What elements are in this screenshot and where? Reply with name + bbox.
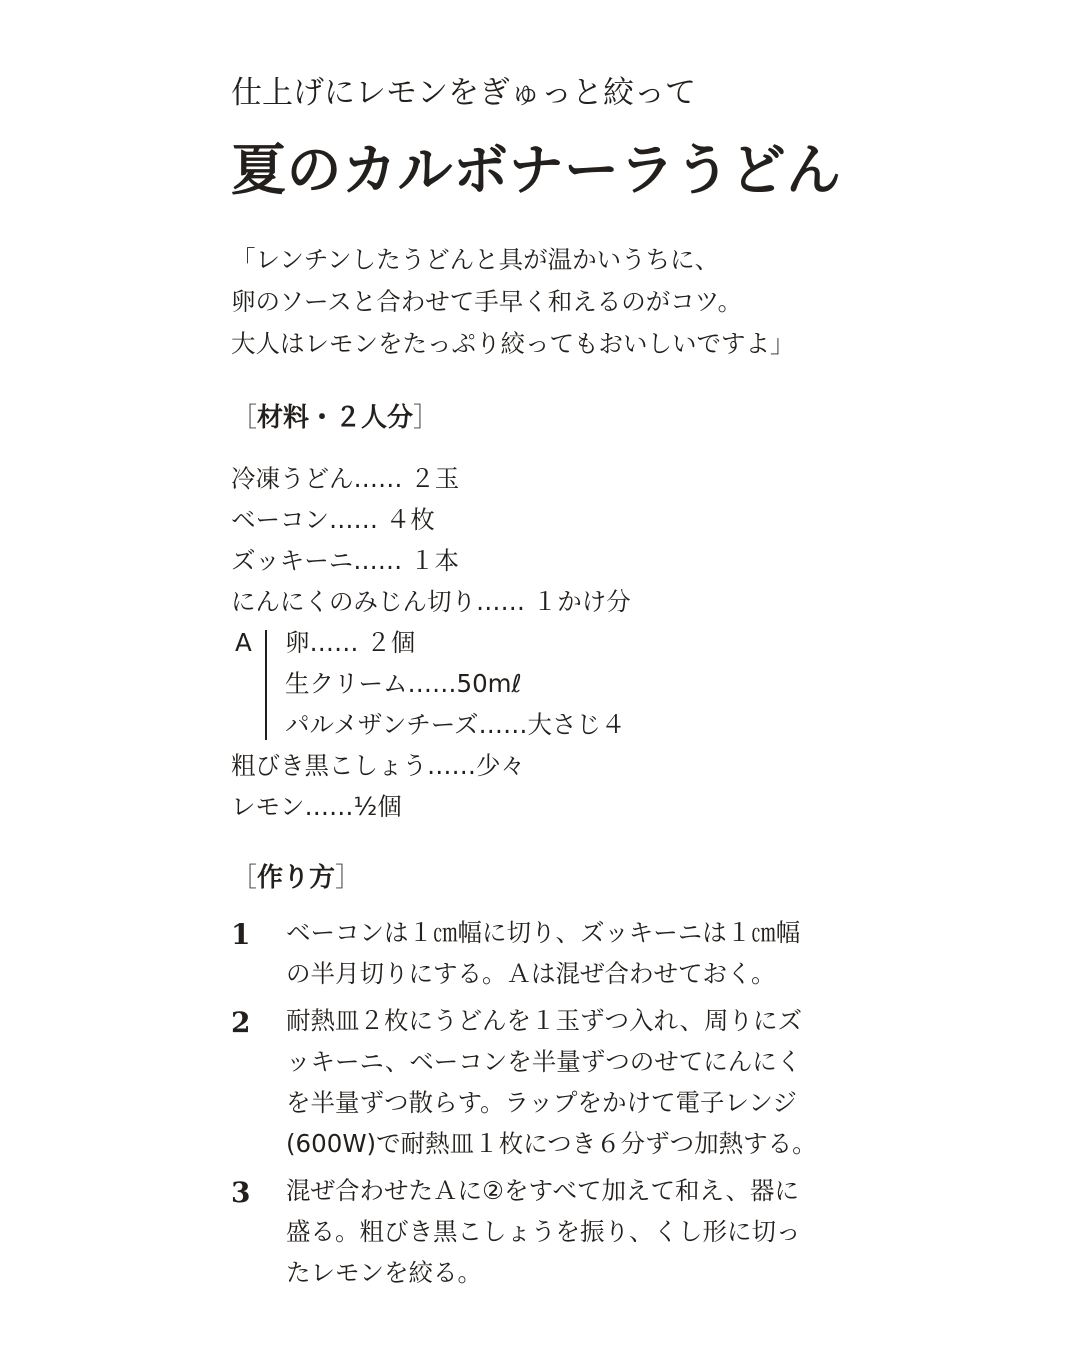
step-line: たレモンを絞る。 (286, 1258, 482, 1287)
ingredient-group-items (285, 622, 626, 745)
heading-close-bracket: ］ (413, 403, 440, 433)
step-line: 耐熱皿２枚にうどんを１玉ずつ入れ、周りにズ (286, 1006, 802, 1035)
ingredient-item: レモン……½個 (231, 792, 402, 821)
step-number: 3 (231, 1176, 251, 1209)
method-step (231, 1170, 871, 1293)
method-step (231, 1000, 871, 1164)
intro-line: 「レンチンしたうどんと具が温かいうちに、 (231, 245, 720, 274)
step-number: 2 (231, 1006, 251, 1039)
step-text (286, 912, 871, 994)
method-heading-label: 作り方 (257, 863, 336, 893)
step-line: の半月切りにする。Ａは混ぜ合わせておく。 (286, 959, 776, 988)
step-number: 1 (231, 918, 251, 951)
ingredient-item: 粗びき黒こしょう……少々 (231, 751, 525, 780)
recipe-intro (231, 239, 795, 365)
ingredient-item: 卵…… ２個 (285, 628, 416, 657)
step-text (286, 1170, 871, 1293)
ingredients-heading (231, 398, 439, 438)
method-heading (231, 858, 361, 898)
recipe-page (231, 0, 871, 1350)
ingredient-group-label: A (235, 628, 252, 657)
ingredient-item: 生クリーム……50mℓ (285, 669, 522, 698)
step-line: 混ぜ合わせたＡに②をすべて加えて和え、器に (286, 1176, 799, 1205)
ingredient-item: ベーコン…… ４枚 (231, 505, 435, 534)
recipe-subtitle: 仕上げにレモンをぎゅっと絞って (231, 75, 696, 111)
heading-open-bracket: ［ (231, 403, 258, 433)
intro-line: 大人はレモンをたっぷり絞ってもおいしいですよ」 (231, 329, 795, 358)
method-steps (231, 912, 871, 1299)
ingredient-item: ズッキーニ…… １本 (231, 546, 460, 575)
step-text (286, 1000, 871, 1164)
ingredient-group-a (231, 622, 631, 745)
ingredient-item: パルメザンチーズ……大さじ４ (285, 710, 626, 739)
ingredients-list (231, 458, 631, 827)
ingredients-heading-label: 材料・２人分 (257, 403, 414, 433)
ingredient-item: にんにくのみじん切り…… １かけ分 (231, 587, 631, 616)
heading-open-bracket: ［ (231, 863, 258, 893)
step-line: ベーコンは１㎝幅に切り、ズッキーニは１㎝幅 (286, 918, 801, 947)
recipe-title: 夏のカルボナーラうどん (231, 137, 842, 202)
step-line: (600W)で耐熱皿１枚につき６分ずつ加熱する。 (286, 1129, 817, 1158)
step-line: ッキーニ、ベーコンを半量ずつのせてにんにく (286, 1047, 802, 1076)
step-line: 盛る。粗びき黒こしょうを振り、くし形に切っ (286, 1217, 801, 1246)
step-line: を半量ずつ散らす。ラップをかけて電子レンジ (286, 1088, 797, 1117)
group-divider (265, 630, 267, 740)
method-step (231, 912, 871, 994)
ingredient-item: 冷凍うどん…… ２玉 (231, 464, 460, 493)
intro-line: 卵のソースと合わせて手早く和えるのがコツ。 (231, 287, 743, 316)
heading-close-bracket: ］ (335, 863, 362, 893)
